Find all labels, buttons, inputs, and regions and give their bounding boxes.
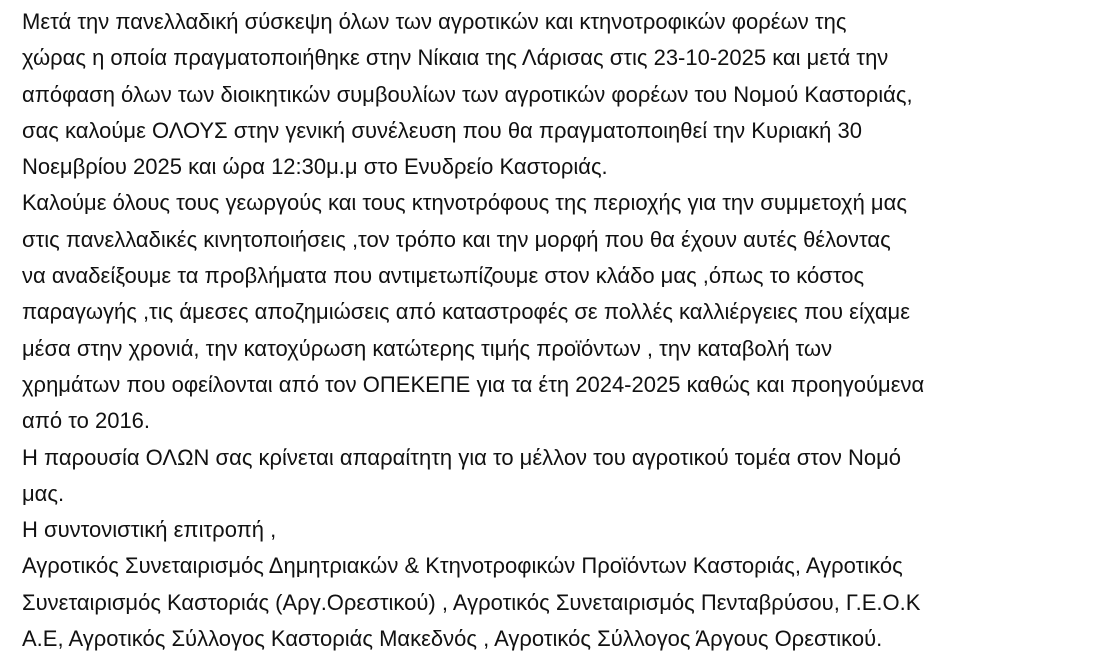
text-line: χρημάτων που οφείλονται από τον ΟΠΕΚΕΠΕ για τα έτη 2024-2025 καθώς και προηγούμενα (22, 371, 925, 397)
text-line: Η συντονιστική επιτροπή , (22, 517, 277, 543)
text-line: να αναδείξουμε τα προβλήματα που αντιμετωπίζουμε στον κλάδο μας ,όπως το κόστος (22, 263, 865, 289)
text-line: Α.Ε, Αγροτικός Σύλλογος Καστοριάς Μακεδνός , Αγροτικός Σύλλογος Άργους Ορεστικού. (22, 626, 883, 652)
text-line: σας καλούμε ΟΛΟΥΣ στην γενική συνέλευση που θα πραγματοποιηθεί την Κυριακή 30 (22, 117, 862, 143)
text-line: μέσα στην χρονιά, την κατοχύρωση κατώτερης τιμής προϊόντων , την καταβολή των (22, 335, 833, 361)
text-line: από το 2016. (22, 408, 151, 434)
text-line: Καλούμε όλους τους γεωργούς και τους κτηνοτρόφους της περιοχής για την συμμετοχή μας (22, 190, 907, 216)
text-line: Αγροτικός Συνεταιρισμός Δημητριακών & Κτηνοτροφικών Προϊόντων Καστοριάς, Αγροτικός (22, 553, 903, 579)
text-line: Μετά την πανελλαδική σύσκεψη όλων των αγροτικών και κτηνοτροφικών φορέων της (22, 9, 847, 34)
text-line: χώρας η οποία πραγματοποιήθηκε στην Νίκαια της Λάρισας στις 23-10-2025 και μετά την (22, 45, 889, 71)
text-line: Συνεταιρισμός Καστοριάς (Αργ.Ορεστικού) , Αγροτικός Συνεταιρισμός Πενταβρύσου, Γ.Ε.Ο.Κ (22, 589, 921, 615)
text-line: Νοεμβρίου 2025 και ώρα 12:30μ.μ στο Ενυδρείο Καστοριάς. (22, 154, 608, 180)
text-line: Η παρουσία ΟΛΩΝ σας κρίνεται απαραίτητη για το μέλλον του αγροτικού τομέα στον Νομό (22, 444, 902, 470)
text-line: μας. (22, 480, 65, 506)
text-line: απόφαση όλων των διοικητικών συμβουλίων των αγροτικών φορέων του Νομού Καστοριάς, (22, 81, 913, 107)
document-body (22, 4, 1092, 657)
text-line: παραγωγής ,τις άμεσες αποζημιώσεις από καταστροφές σε πολλές καλλιέργειες που είχαμε (22, 299, 911, 325)
text-line: στις πανελλαδικές κινητοποιήσεις ,τον τρόπο και την μορφή που θα έχουν αυτές θέλοντας (22, 226, 891, 252)
